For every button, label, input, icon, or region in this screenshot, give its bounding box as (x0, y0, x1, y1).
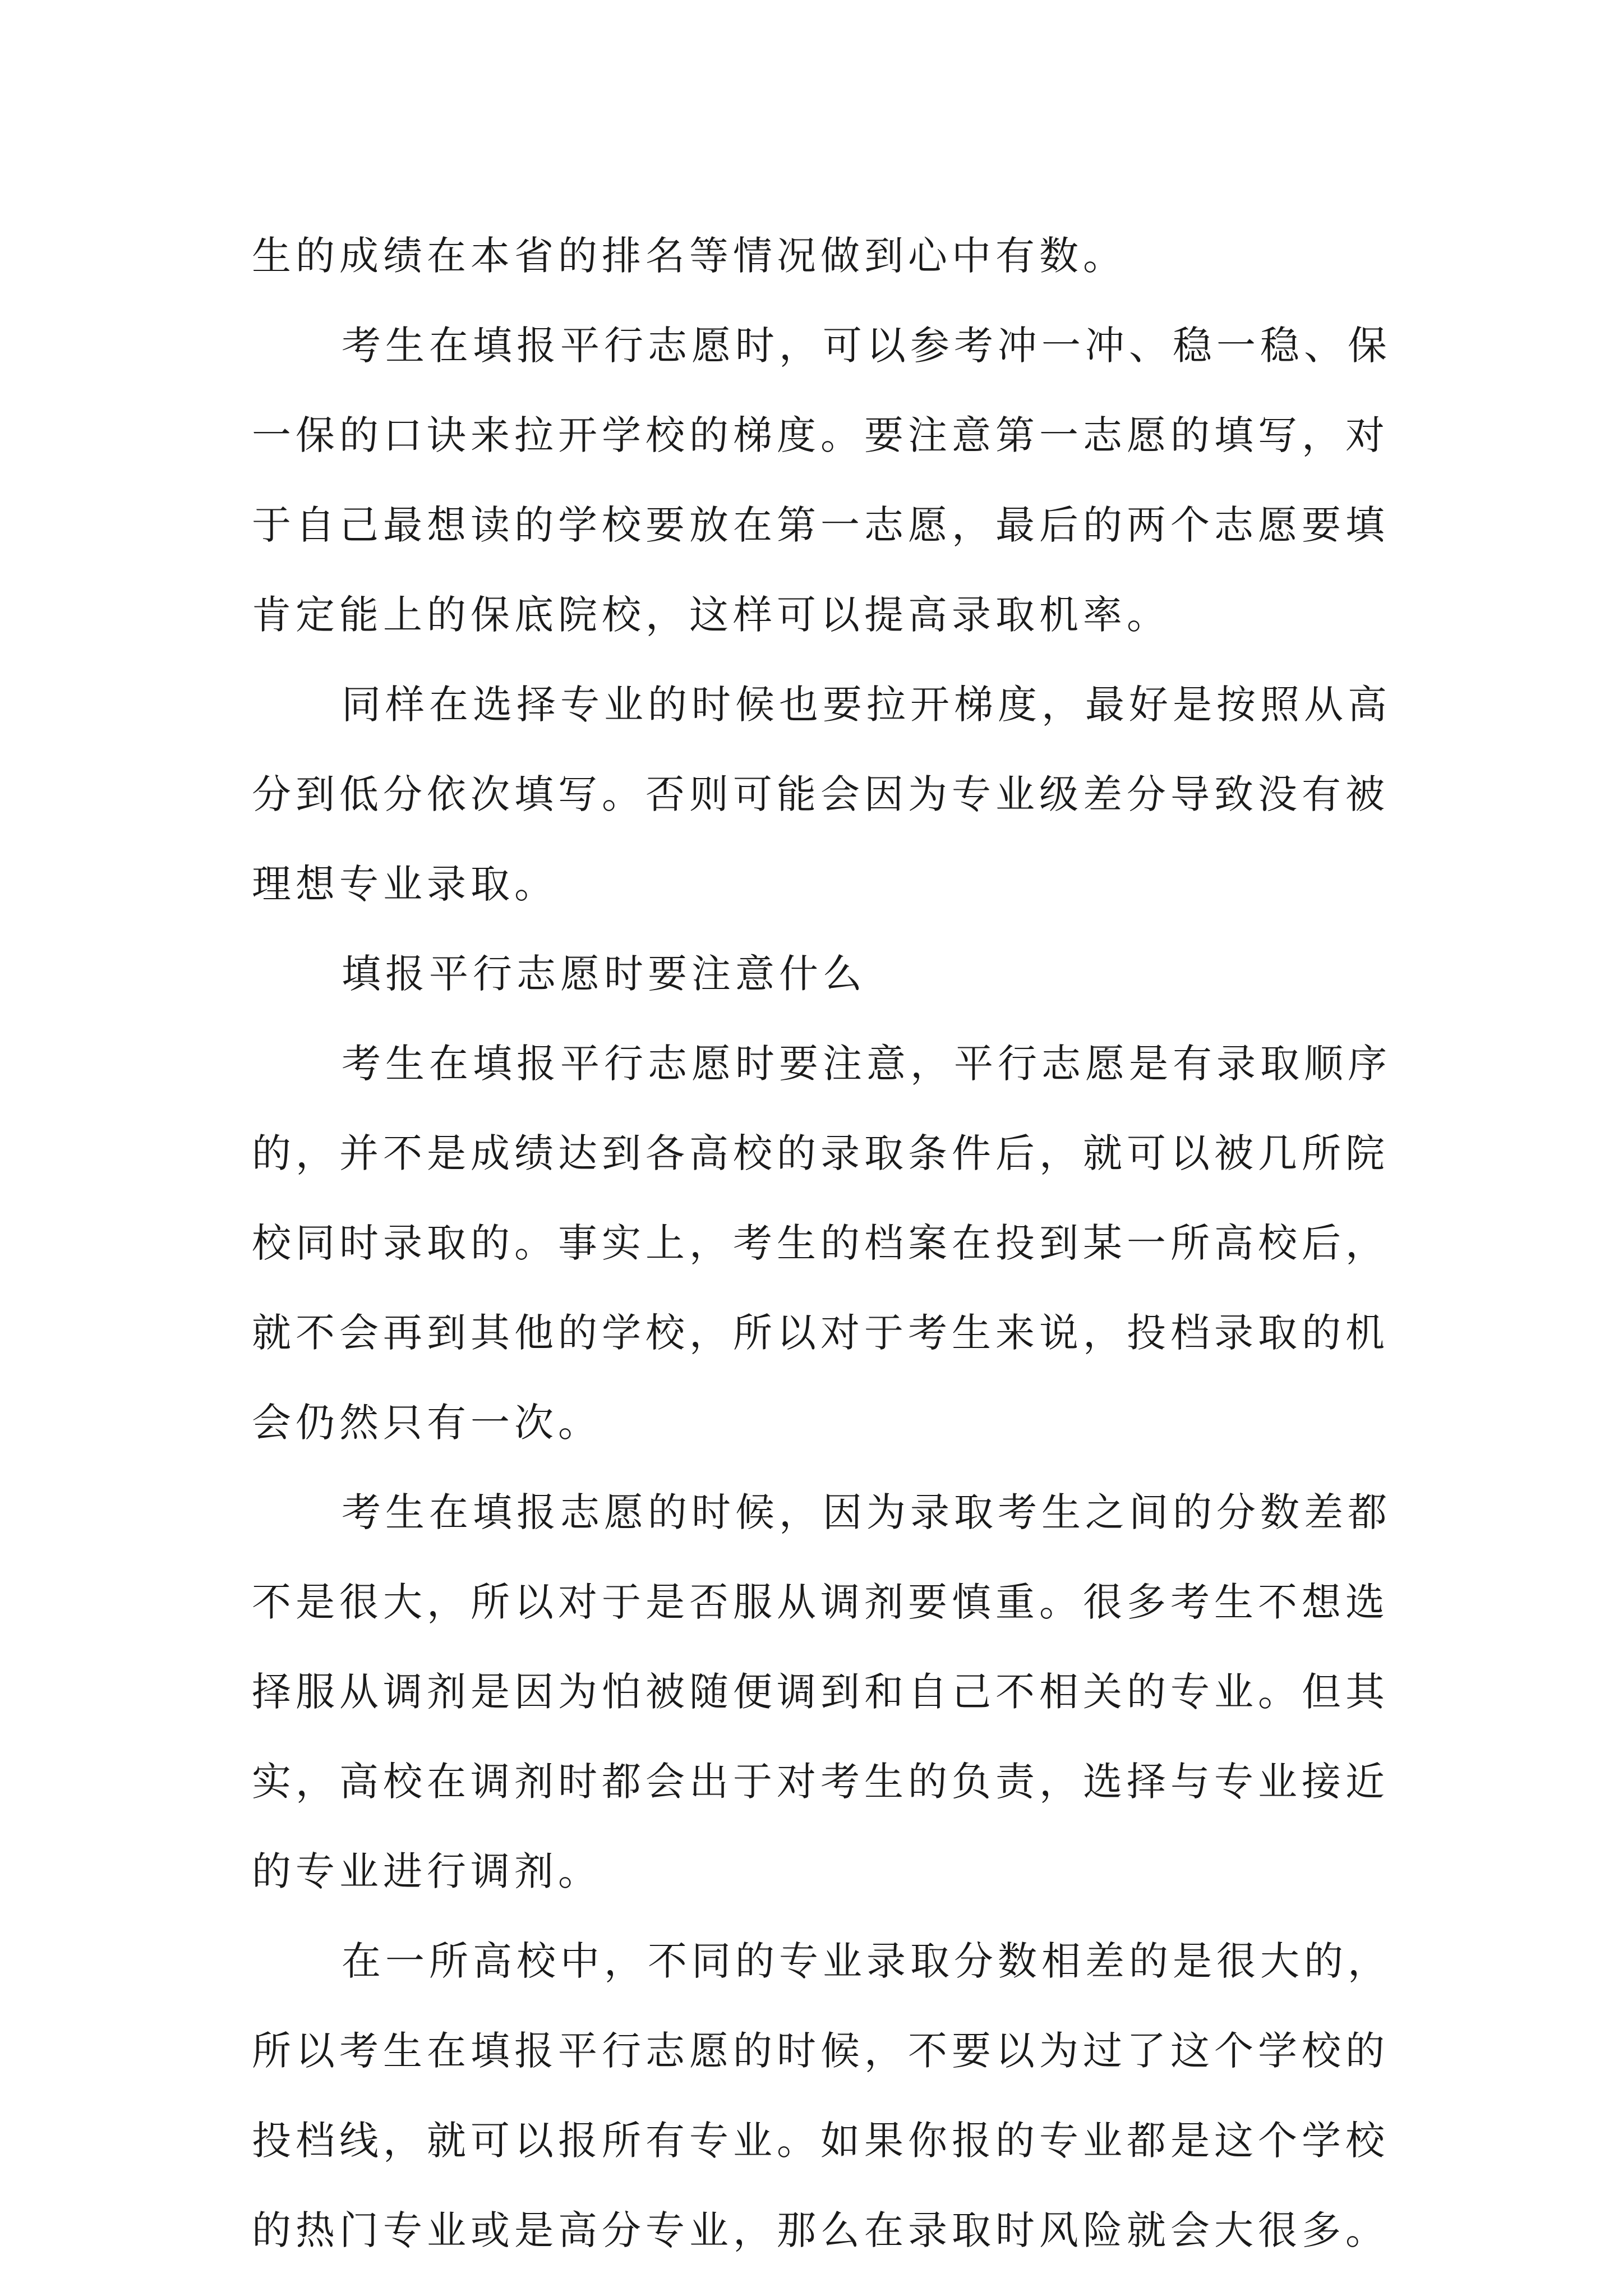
text-line: 的专业进行调剂。 (252, 1848, 602, 1894)
text-line: 一保的口诀来拉开学校的梯度。要注意第一志愿的填写，对 (252, 412, 1389, 458)
text-line: 投档线，就可以报所有专业。如果你报的专业都是这个学校 (252, 2118, 1389, 2164)
text-line: 的，并不是成绩达到各高校的录取条件后，就可以被几所院 (252, 1130, 1389, 1176)
body-text (252, 211, 1390, 2275)
text-line: 不是很大，所以对于是否服从调剂要慎重。很多考生不想选 (252, 1579, 1389, 1625)
text-line: 实，高校在调剂时都会出于对考生的负责，选择与专业接近 (252, 1759, 1389, 1805)
paragraph-start-line: 同样在选择专业的时候也要拉开梯度，最好是按照从高 (342, 682, 1391, 728)
text-line: 就不会再到其他的学校，所以对于考生来说，投档录取的机 (252, 1310, 1389, 1356)
text-line: 所以考生在填报平行志愿的时候，不要以为过了这个学校的 (252, 2028, 1389, 2074)
section-heading: 填报平行志愿时要注意什么 (342, 951, 866, 997)
text-line: 理想专业录取。 (252, 861, 558, 907)
paragraph-start-line: 考生在填报平行志愿时，可以参考冲一冲、稳一稳、保 (342, 323, 1391, 369)
text-line: 生的成绩在本省的排名等情况做到心中有数。 (252, 233, 1127, 279)
text-line: 于自己最想读的学校要放在第一志愿，最后的两个志愿要填 (252, 502, 1389, 548)
text-line: 校同时录取的。事实上，考生的档案在投到某一所高校后， (252, 1220, 1389, 1266)
text-line: 会仍然只有一次。 (252, 1400, 602, 1446)
text-line: 分到低分依次填写。否则可能会因为专业级差分导致没有被 (252, 771, 1389, 817)
paragraph-start-line: 考生在填报志愿的时候，因为录取考生之间的分数差都 (342, 1489, 1391, 1535)
paragraph-start-line: 在一所高校中，不同的专业录取分数相差的是很大的， (342, 1938, 1391, 1984)
text-line: 肯定能上的保底院校，这样可以提高录取机率。 (252, 592, 1170, 638)
text-line: 择服从调剂是因为怕被随便调到和自己不相关的专业。但其 (252, 1669, 1389, 1715)
text-line: 的热门专业或是高分专业，那么在录取时风险就会大很多。 (252, 2207, 1389, 2253)
paragraph-start-line: 考生在填报平行志愿时要注意，平行志愿是有录取顺序 (342, 1041, 1391, 1087)
